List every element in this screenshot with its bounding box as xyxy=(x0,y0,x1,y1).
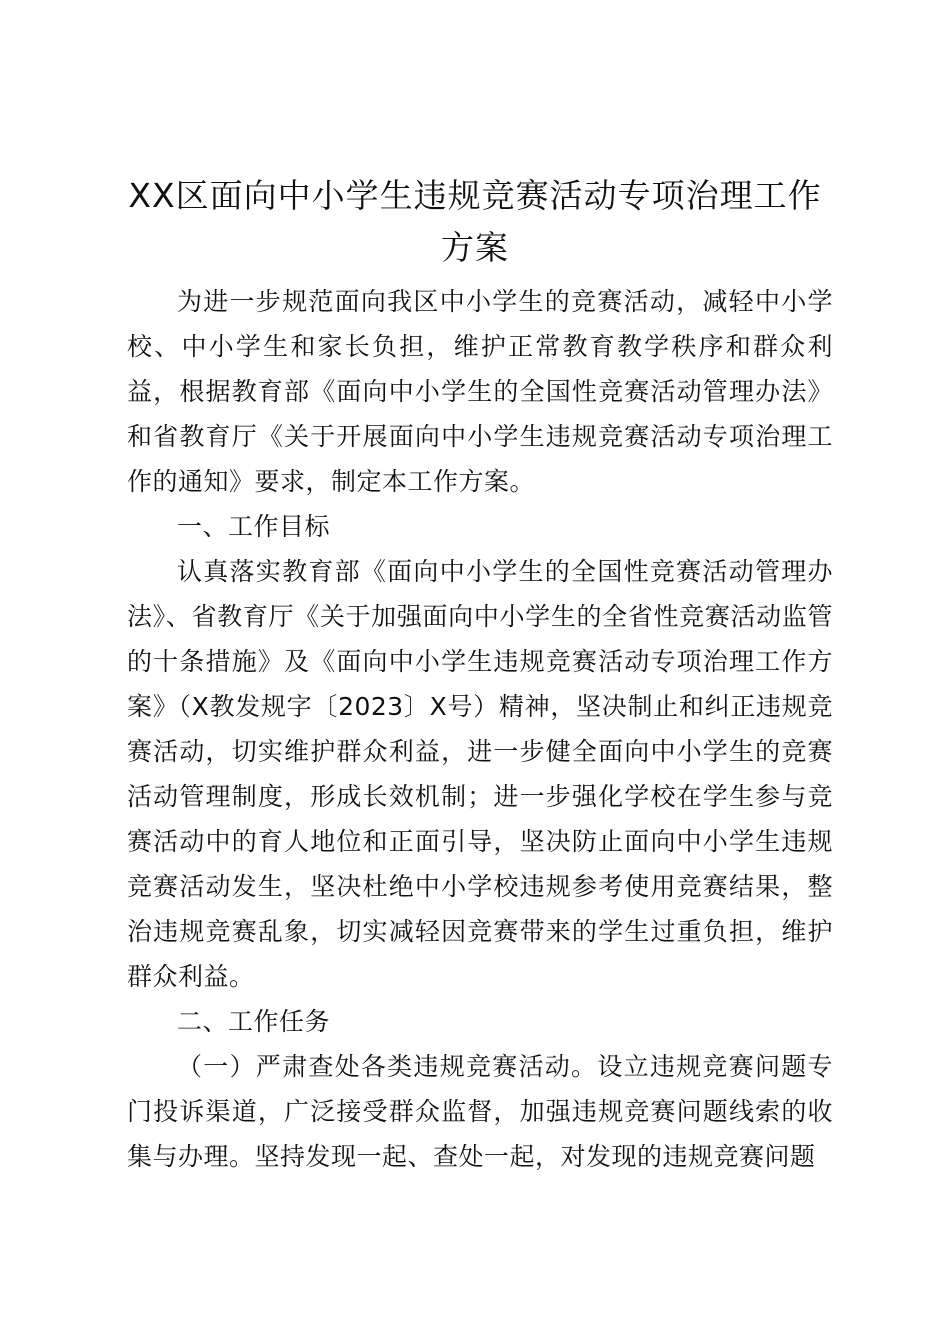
section-heading-tasks: 二、工作任务 xyxy=(177,1007,331,1036)
intro-paragraph: 为进一步规范面向我区中小学生的竞赛活动，减轻中小学校、中小学生和家长负担，维护正常教育教学秩序和群众利益，根据教育部《面向中小学生的全国性竞赛活动管理办法》和省教育厅《关于开展面向中小学生违规竞赛活动专项治理工作的通知》要求，制定本工作方案。 xyxy=(127,287,833,496)
goals-paragraph: 认真落实教育部《面向中小学生的全国性竞赛活动管理办法》、省教育厅《关于加强面向中小学生的全省性竞赛活动监管的十条措施》及《面向中小学生违规竞赛活动专项治理工作方案》（X教发规字〔2023〕X号）精神，坚决制止和纠正违规竞赛活动，切实维护群众利益，进一步健全面向中小学生的竞赛活动管理制度，形成长效机制；进一步强化学校在学生参与竞赛活动中的育人地位和正面引导，坚决防止面向中小学生违规竞赛活动发生，坚决杜绝中小学校违规参考使用竞赛结果，整治违规竞赛乱象，切实减轻因竞赛带来的学生过重负担，维护群众利益。 xyxy=(127,557,833,991)
section-heading-goals: 一、工作目标 xyxy=(177,512,331,541)
document-body xyxy=(127,279,833,1179)
task-item-1-paragraph: （一）严肃查处各类违规竞赛活动。设立违规竞赛问题专门投诉渠道，广泛接受群众监督，加强违规竞赛问题线索的收集与办理。坚持发现一起、查处一起，对发现的违规竞赛问题 xyxy=(127,1052,833,1171)
document-title: XX区面向中小学生违规竞赛活动专项治理工作方案 xyxy=(128,176,822,267)
